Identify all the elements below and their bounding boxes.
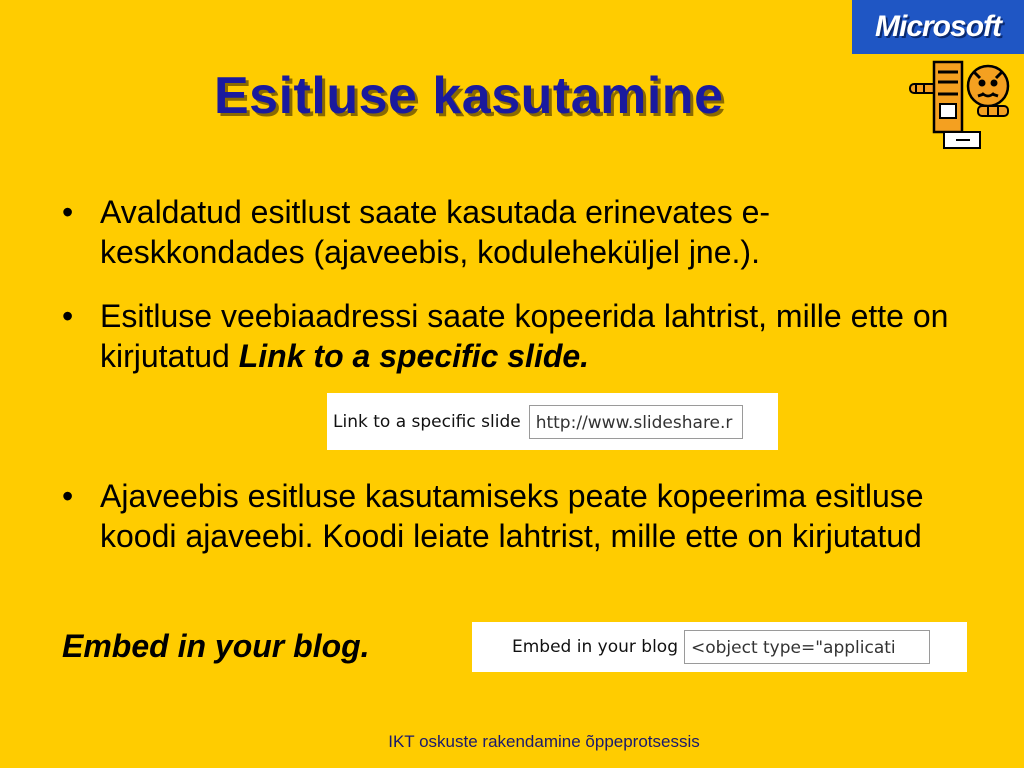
- slide-footer: IKT oskuste rakendamine õppeprotsessis: [388, 732, 700, 751]
- tiger-computer-icon: [904, 56, 1020, 152]
- bullet-item: • Avaldatud esitlust saate kasutada erinevates e-keskkondades (ajaveebis, koduleheküljel jne.).: [62, 192, 962, 272]
- mascot-right-paw: [978, 106, 1008, 116]
- embed-field-value: <object type="applicati: [684, 630, 930, 664]
- bullet-item: • Esitluse veebiaadressi saate kopeerida lahtrist, mille ette on kirjutatud Link to a specific slide.: [62, 298, 949, 374]
- mascot-head: [968, 66, 1008, 106]
- bullet-text: Avaldatud esitlust saate kasutada erinevates e-keskkondades (ajaveebis, koduleheküljel jne.).: [100, 194, 771, 270]
- embed-field-label: Embed in your blog: [512, 637, 678, 657]
- microsoft-logo: [852, 0, 1024, 54]
- bullet-text: Esitluse veebiaadressi saate kopeerida lahtrist, mille ette on kirjutatud: [100, 298, 949, 374]
- logo-text: Microsoft: [875, 10, 1001, 43]
- bullet-text: Ajaveebis esitluse kasutamiseks peate kopeerima esitluse koodi ajaveebi. Koodi leiate lahtrist, mille ette on kirjutatud: [100, 478, 924, 554]
- bullet-emphasis: Link to a specific slide.: [238, 338, 590, 374]
- embed-field-screenshot: [472, 622, 967, 672]
- slide-title: Esitluse kasutamine: [214, 67, 724, 125]
- bullet-item: • Ajaveebis esitluse kasutamiseks peate kopeerima esitluse koodi ajaveebi. Koodi leiate lahtrist, mille ette on kirjutatud: [62, 476, 962, 556]
- link-field-value: http://www.slideshare.r: [529, 405, 743, 439]
- link-field-screenshot: [327, 393, 778, 450]
- link-field-label: Link to a specific slide: [333, 411, 521, 432]
- embed-line: Embed in your blog.: [62, 628, 370, 664]
